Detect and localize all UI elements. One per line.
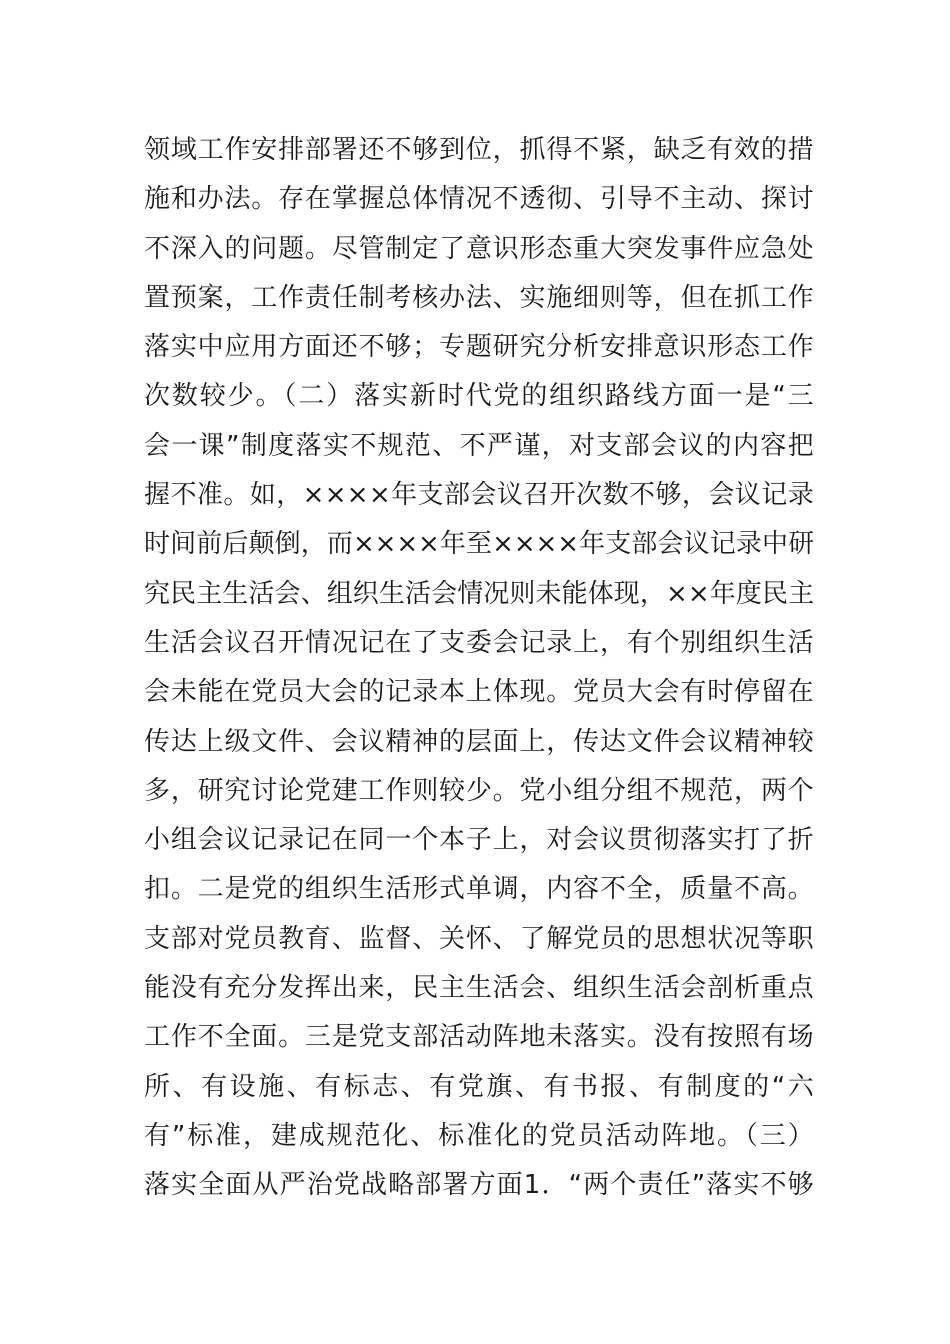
text-line: 落实中应用方面还不够；专题研究分析安排意识形态工作 — [144, 332, 814, 363]
text-line: 落实全面从严治党战略部署方面1．“两个责任”落实不够 — [144, 1170, 814, 1201]
text-line: 不深入的问题。尽管制定了意识形态重大突发事件应急处 — [144, 233, 814, 264]
text-line: 能没有充分发挥出来，民主生活会、组织生活会剖析重点 — [144, 973, 814, 1004]
text-line: 会一课”制度落实不规范、不严谨，对支部会议的内容把 — [144, 430, 814, 461]
text-line: 生活会议召开情况记在了支委会记录上，有个别组织生活 — [144, 627, 814, 658]
text-line: 置预案，工作责任制考核办法、实施细则等，但在抓工作 — [144, 282, 814, 313]
text-line: 握不准。如，××××年支部会议召开次数不够，会议记录 — [144, 480, 814, 511]
text-line: 传达上级文件、会议精神的层面上，传达文件会议精神较 — [144, 726, 814, 757]
body-text — [144, 126, 814, 1211]
text-line: 会未能在党员大会的记录本上体现。党员大会有时停留在 — [144, 677, 814, 708]
text-line: 有”标准，建成规范化、标准化的党员活动阵地。（三） — [144, 1120, 814, 1151]
text-line: 时间前后颠倒，而××××年至××××年支部会议记录中研 — [144, 529, 814, 560]
text-line: 工作不全面。三是党支部活动阵地未落实。没有按照有场 — [144, 1022, 814, 1053]
text-line: 次数较少。（二）落实新时代党的组织路线方面一是“三 — [144, 381, 814, 412]
text-line: 多，研究讨论党建工作则较少。党小组分组不规范，两个 — [144, 775, 814, 806]
text-line: 支部对党员教育、监督、关怀、了解党员的思想状况等职 — [144, 923, 814, 954]
text-line: 领域工作安排部署还不够到位，抓得不紧，缺乏有效的措 — [144, 135, 814, 165]
text-line: 施和办法。存在掌握总体情况不透彻、引导不主动、探讨 — [144, 184, 814, 215]
text-line: 小组会议记录记在同一个本子上，对会议贯彻落实打了折 — [144, 825, 814, 856]
text-line: 究民主生活会、组织生活会情况则未能体现，××年度民主 — [144, 578, 815, 609]
text-line: 所、有设施、有标志、有党旗、有书报、有制度的“六 — [144, 1071, 814, 1102]
text-line: 扣。二是党的组织生活形式单调，内容不全，质量不高。 — [144, 874, 814, 905]
